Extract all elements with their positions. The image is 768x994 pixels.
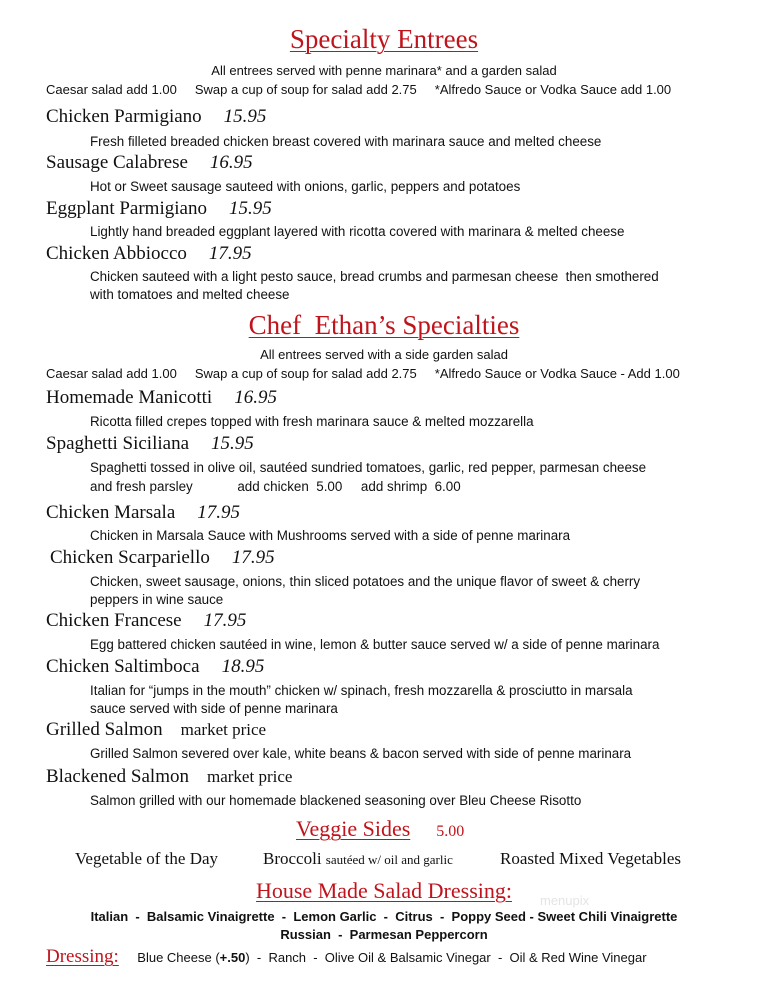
veggie-sides-header <box>296 816 464 842</box>
item-description: Ricotta filled crepes topped with fresh marinara sauce & melted mozzarella <box>90 414 534 429</box>
veggie-item-vegetable-of-day: Vegetable of the Day <box>75 849 219 868</box>
menu-item-chicken-marsala <box>46 502 240 524</box>
item-price: market price <box>180 720 267 739</box>
menu-item-blackened-salmon <box>46 766 292 788</box>
menu-item-grilled-salmon <box>46 719 266 741</box>
item-name: Chicken Scarpariello <box>50 547 210 568</box>
item-description: and fresh parsley add chicken 5.00 add shrimp 6.00 <box>90 479 461 494</box>
item-price: 17.95 <box>203 610 247 631</box>
item-description: Egg battered chicken sautéed in wine, lemon & butter sauce served w/ a side of penne marinara <box>90 637 660 652</box>
item-name: Chicken Saltimboca <box>46 656 200 677</box>
chef-specialties-title: Chef Ethan’s Specialties <box>248 310 520 340</box>
item-description: sauce served with side of penne marinara <box>90 701 338 716</box>
item-price: 16.95 <box>209 152 253 173</box>
dressing-option-rest: ) - Ranch - Olive Oil & Balsamic Vinegar - Oil & Red Wine Vinegar <box>245 950 647 965</box>
item-name: Spaghetti Siciliana <box>46 433 190 454</box>
dressing-row <box>46 946 647 968</box>
item-name: Grilled Salmon <box>46 719 163 740</box>
item-description: Hot or Sweet sausage sauteed with onions, garlic, peppers and potatoes <box>90 179 521 194</box>
menu-item-chicken-francese <box>46 610 246 632</box>
item-description: Chicken, sweet sausage, onions, thin sliced potatoes and the unique flavor of sweet & cherry <box>90 574 641 589</box>
dressing-list-1: Italian - Balsamic Vinaigrette - Lemon Garlic - Citrus - Poppy Seed - Sweet Chili Vinaigrette <box>90 909 678 924</box>
item-name: Chicken Abbiocco <box>46 243 187 264</box>
veggie-sides-title: Veggie Sides <box>296 816 411 841</box>
item-name: Homemade Manicotti <box>46 387 213 408</box>
item-description: with tomatoes and melted cheese <box>90 287 290 302</box>
item-price: market price <box>207 767 293 786</box>
item-price: 15.95 <box>223 106 267 127</box>
chef-note-1: All entrees served with a side garden salad <box>260 347 508 362</box>
specialty-note-2: Caesar salad add 1.00 Swap a cup of soup for salad add 2.75 *Alfredo Sauce or Vodka Sauce add 1.00 <box>46 82 672 97</box>
menu-item-chicken-saltimboca <box>46 656 264 678</box>
chef-note-2: Caesar salad add 1.00 Swap a cup of soup for salad add 2.75 *Alfredo Sauce or Vodka Sauce - Add 1.00 <box>46 366 680 381</box>
item-description: Grilled Salmon severed over kale, white beans & bacon served with side of penne marinara <box>90 746 632 761</box>
dressing-label: Dressing: <box>46 946 119 967</box>
veggie-item-name: Broccoli <box>263 849 322 868</box>
item-price: 16.95 <box>234 387 277 408</box>
veggie-sides-price: 5.00 <box>436 823 465 840</box>
item-description: peppers in wine sauce <box>90 592 224 607</box>
item-price: 15.95 <box>211 433 254 454</box>
item-price: 17.95 <box>197 502 241 523</box>
dressing-list-2: Russian - Parmesan Peppercorn <box>280 927 488 942</box>
menu-item-sausage-calabrese <box>46 152 253 174</box>
item-description: Italian for “jumps in the mouth” chicken w/ spinach, fresh mozzarella & prosciutto in marsala <box>90 683 633 698</box>
specialty-note-1: All entrees served with penne marinara* and a garden salad <box>211 63 557 78</box>
item-price: 18.95 <box>221 656 265 677</box>
menu-item-chicken-abbiocco <box>46 243 252 265</box>
item-price: 15.95 <box>228 198 272 219</box>
item-name: Chicken Francese <box>46 610 182 631</box>
item-description: Spaghetti tossed in olive oil, sautéed sundried tomatoes, garlic, red pepper, parmesan cheese <box>90 460 647 475</box>
watermark-text: menupix <box>540 893 590 908</box>
item-price: 17.95 <box>231 547 275 568</box>
menu-item-spaghetti-siciliana <box>46 433 254 455</box>
salad-dressing-title: House Made Salad Dressing: <box>255 878 512 903</box>
veggie-item-note: sautéed w/ oil and garlic <box>325 852 453 867</box>
menu-item-chicken-scarpariello <box>50 547 275 569</box>
item-name: Blackened Salmon <box>46 766 189 787</box>
menu-item-homemade-manicotti <box>46 387 277 409</box>
item-description: Fresh filleted breaded chicken breast covered with marinara sauce and melted cheese <box>90 134 602 149</box>
menu-item-eggplant-parmigiano <box>46 198 272 220</box>
item-description: Lightly hand breaded eggplant layered with ricotta covered with marinara & melted cheese <box>90 224 625 239</box>
item-description: Salmon grilled with our homemade blackened seasoning over Bleu Cheese Risotto <box>90 793 582 808</box>
item-name: Sausage Calabrese <box>46 152 188 173</box>
veggie-item-roasted-mixed: Roasted Mixed Vegetables <box>500 849 681 868</box>
veggie-item-broccoli <box>263 849 453 869</box>
dressing-option-price: +.50 <box>219 950 246 965</box>
item-name: Eggplant Parmigiano <box>46 198 207 219</box>
menu-item-chicken-parmigiano <box>46 106 266 128</box>
item-description: Chicken in Marsala Sauce with Mushrooms served with a side of penne marinara <box>90 528 571 543</box>
specialty-title: Specialty Entrees <box>289 24 479 54</box>
item-name: Chicken Parmigiano <box>46 106 202 127</box>
item-price: 17.95 <box>208 243 252 264</box>
dressing-option-prefix: Blue Cheese ( <box>137 950 220 965</box>
item-name: Chicken Marsala <box>46 502 176 523</box>
item-description: Chicken sauteed with a light pesto sauce, bread crumbs and parmesan cheese then smothered <box>90 269 659 284</box>
